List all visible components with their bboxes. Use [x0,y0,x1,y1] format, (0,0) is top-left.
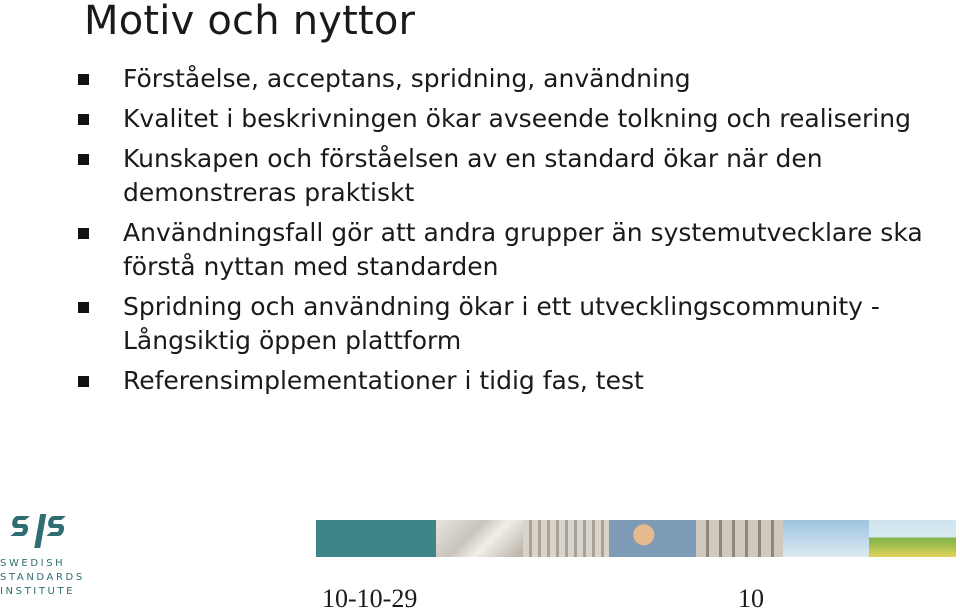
sis-logo [0,504,86,598]
photo-field-tile [869,520,956,557]
photo-documents-tile [436,520,523,557]
logo-text-line: STANDARDS [0,572,85,583]
square-bullet-icon [78,74,89,85]
logo-mark-text: SIS [42,534,44,535]
photo-worker-tile [609,520,696,557]
bullet-item [78,62,938,96]
bullet-list [78,62,938,404]
footer-image-strip [316,520,956,557]
strip-accent-block [316,520,436,557]
bullet-text: Kunskapen och förståelsen av en standard ökar när den demonstreras praktiskt [123,144,823,207]
square-bullet-icon [78,376,89,387]
logo-text-line: SWEDISH [0,558,66,569]
bullet-item [78,364,938,398]
square-bullet-icon [78,114,89,125]
logo-text-line: INSTITUTE [0,586,76,597]
bullet-item [78,142,938,210]
bullet-text: Kvalitet i beskrivningen ökar avseende tolkning och realisering [123,104,911,133]
bullet-item [78,216,938,284]
sis-logo-mark-icon [10,504,74,556]
bullet-text: Spridning och användning ökar i ett utvecklingscommunity -Långsiktig öppen plattform [123,292,880,355]
bullet-text: Referensimplementationer i tidig fas, test [123,366,644,395]
bullet-item [78,102,938,136]
photo-columns-tile [696,520,783,557]
photo-sky-tile [783,520,870,557]
page-number: 10 [738,584,764,613]
footer-date: 10-10-29 [322,584,418,613]
bullet-text: Användningsfall gör att andra grupper än systemutvecklare ska förstå nyttan med standarden [123,218,923,281]
square-bullet-icon [78,228,89,239]
square-bullet-icon [78,154,89,165]
bullet-item [78,290,938,358]
slide-title: Motiv och nyttor [84,0,416,44]
photo-building-tile [523,520,610,557]
bullet-text: Förståelse, acceptans, spridning, användning [123,64,691,93]
square-bullet-icon [78,302,89,313]
